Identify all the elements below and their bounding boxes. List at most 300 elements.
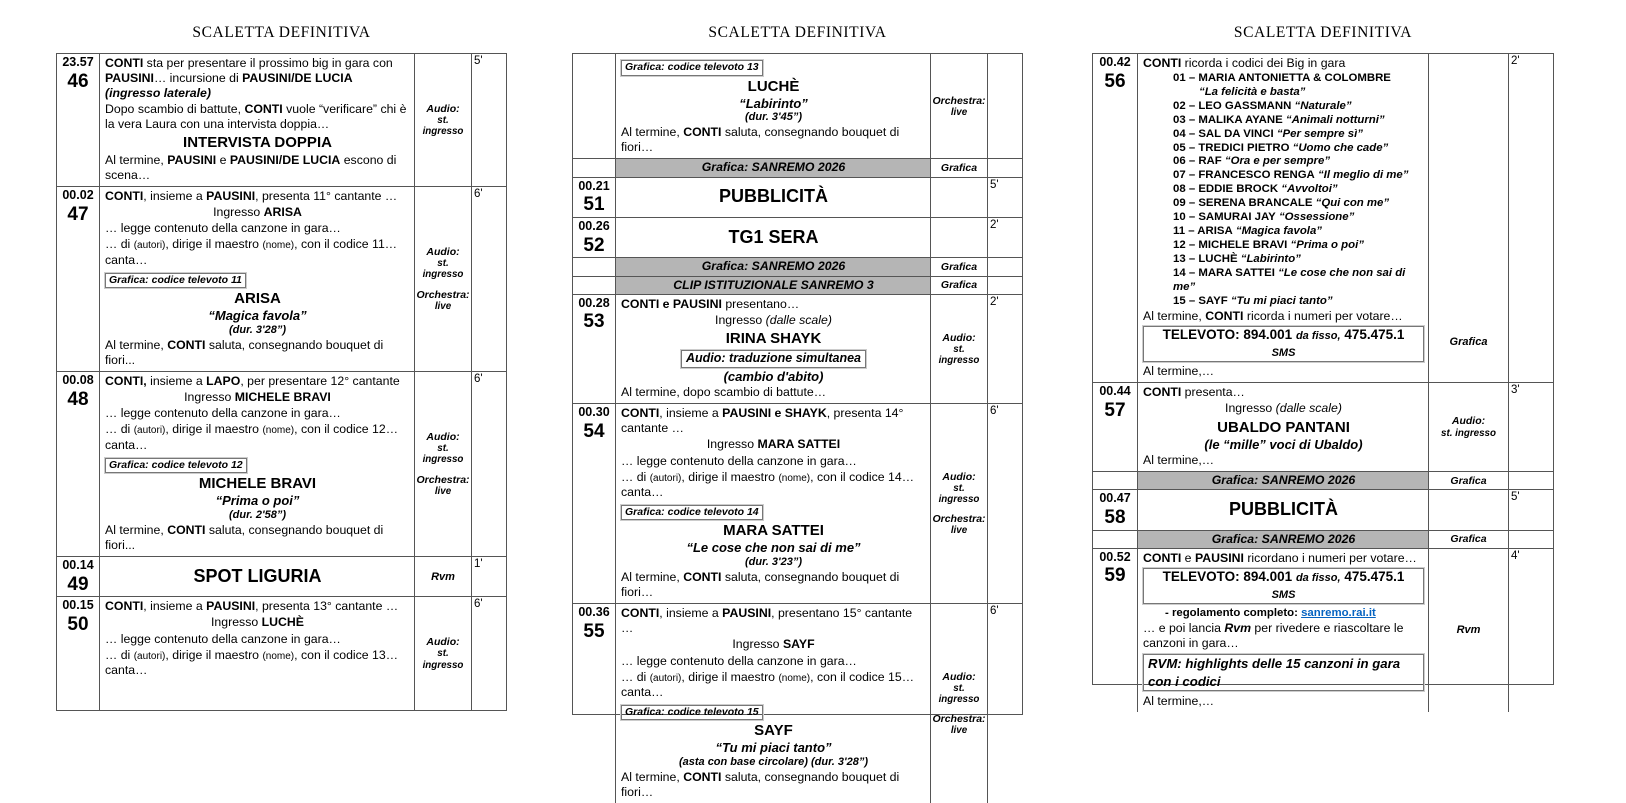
row-number: 58 xyxy=(1104,506,1126,528)
row-time: 00.02 xyxy=(62,188,94,202)
tech-note-value: live xyxy=(950,106,968,118)
row-time: 00.36 xyxy=(578,605,610,620)
grafica-box: Grafica: codice televoto 11 xyxy=(105,273,246,289)
song-duration-line: (dur. 2'58”) xyxy=(228,508,287,521)
banner-cell xyxy=(100,557,415,596)
time-cell xyxy=(573,258,616,275)
big-list-item: 05 – TREDICI PIETRO “Uomo che cade” xyxy=(1173,141,1389,154)
time-cell xyxy=(573,604,616,803)
time-cell xyxy=(1093,490,1138,529)
row-time: 00.14 xyxy=(62,557,94,572)
regolamento-line: - regolamento completo: sanremo.rai.it xyxy=(1165,606,1376,619)
duration-value: 4' xyxy=(1511,549,1520,562)
tech-cell xyxy=(1429,531,1509,548)
row-number: 56 xyxy=(1104,70,1126,92)
time-cell xyxy=(57,54,100,186)
tech-note xyxy=(416,103,470,138)
content-line: … di (autori), dirige il maestro (nome), con il codice 11… canta… xyxy=(105,237,398,267)
tech-note-value: st. ingresso xyxy=(422,648,464,671)
grafica-box: Grafica: codice televoto 12 xyxy=(105,458,247,474)
duration-cell xyxy=(1509,549,1553,712)
tech-cell xyxy=(415,187,472,371)
duration-value: 6' xyxy=(474,188,483,200)
grafica-band-row xyxy=(573,277,1022,295)
row-number: 57 xyxy=(1104,399,1126,421)
big-list-item: 13 – LUCHÈ “Labirinto” xyxy=(1173,252,1301,265)
grafica-band-row xyxy=(1093,531,1553,549)
tech-note-value: st. ingresso xyxy=(938,482,980,506)
song-duration-line: (dur. 3'23”) xyxy=(744,556,803,569)
duration-value: 6' xyxy=(990,605,999,618)
tech-note xyxy=(416,289,470,312)
row-number: 54 xyxy=(583,420,605,442)
content-line: Al termine, CONTI saluta, consegnando bouquet di fiori… xyxy=(621,570,900,600)
grafica-box-line xyxy=(1143,654,1424,690)
page-3 xyxy=(1092,24,1554,708)
scaletta-table xyxy=(56,53,507,711)
tech-note xyxy=(932,713,986,736)
tech-note-label: Audio: xyxy=(426,102,460,115)
grafica-band-row xyxy=(573,159,1022,177)
banner-cell xyxy=(616,218,931,257)
heading-line: UBALDO PANTANI xyxy=(1217,418,1350,436)
content-line: … di (autori), dirige il maestro (nome), con il codice 13… canta… xyxy=(105,647,399,677)
content-line-centered: Ingresso MICHELE BRAVI xyxy=(184,389,331,404)
duration-value: 2' xyxy=(990,218,999,231)
duration-cell xyxy=(988,218,1022,257)
grafica-band xyxy=(616,258,931,275)
time-cell xyxy=(57,597,100,710)
tech-note-value: live xyxy=(950,525,968,537)
row-47 xyxy=(57,187,506,372)
time-cell xyxy=(573,54,616,158)
row-59 xyxy=(1093,549,1553,712)
time-cell xyxy=(1093,531,1138,548)
duration-cell xyxy=(472,54,506,186)
televoto-box: TELEVOTO: 894.001 da fisso, 475.475.1 SMS xyxy=(1143,568,1424,604)
grafica-band-label: Grafica: SANREMO 2026 xyxy=(1211,473,1356,488)
row-time: 23.57 xyxy=(62,55,94,69)
content-line: … di (autori), dirige il maestro (nome), con il codice 12… canta… xyxy=(105,422,399,452)
row-49 xyxy=(57,557,506,597)
tech-cell xyxy=(1429,472,1509,489)
row-number: 50 xyxy=(67,613,89,635)
row-time: 00.44 xyxy=(1099,384,1131,399)
tech-note xyxy=(416,571,470,583)
row-time: 00.08 xyxy=(62,372,94,387)
row-cont xyxy=(573,54,1022,159)
content-line: … di (autori), dirige il maestro (nome), con il codice 14… canta… xyxy=(621,469,915,499)
content-cell xyxy=(100,372,415,556)
page-title: SCALETTA DEFINITIVA xyxy=(192,24,371,41)
tech-cell xyxy=(931,178,988,217)
tech-note-label: Audio: xyxy=(942,670,976,683)
tech-note-label: Audio: xyxy=(942,331,976,344)
tech-note xyxy=(416,246,470,281)
duration-cell xyxy=(472,557,506,596)
tech-grafica-label: Grafica xyxy=(940,260,978,273)
duration-cell xyxy=(472,187,506,371)
banner-label: SPOT LIGURIA xyxy=(193,565,322,586)
content-line: CONTI e PAUSINI ricordano i numeri per votare… xyxy=(1143,550,1417,565)
time-cell xyxy=(57,187,100,371)
content-cell xyxy=(1138,54,1429,382)
row-number: 52 xyxy=(583,234,605,256)
row-number: 46 xyxy=(67,70,89,92)
row-number: 55 xyxy=(583,620,605,642)
tech-cell xyxy=(931,277,988,294)
page-title: SCALETTA DEFINITIVA xyxy=(1233,24,1413,41)
row-number: 47 xyxy=(67,203,89,225)
row-number: 48 xyxy=(67,388,89,410)
content-line-centered: Ingresso LUCHÈ xyxy=(211,615,304,630)
tech-note xyxy=(932,95,986,118)
big-list-item: 01 – MARIA ANTONIETTA & COLOMBRE xyxy=(1173,72,1391,84)
content-line: Al termine,… xyxy=(1143,693,1215,708)
content-cell xyxy=(100,187,415,371)
content-line: Al termine, CONTI ricorda i numeri per votare… xyxy=(1143,309,1403,324)
tech-grafica-label: Grafica xyxy=(1450,533,1487,546)
duration-cell xyxy=(988,277,1022,294)
content-line: CONTI, insieme a PAUSINI e SHAYK, presenta 14° cantante … xyxy=(621,406,904,436)
content-line: … legge contenuto della canzone in gara… xyxy=(105,221,341,236)
row-time: 00.47 xyxy=(1099,491,1131,506)
duration-cell xyxy=(472,372,506,556)
grafica-band-row xyxy=(1093,472,1553,490)
banner-cell xyxy=(1138,490,1429,529)
song-title-line: “Magica favola” xyxy=(208,308,307,324)
content-line-centered: Ingresso ARISA xyxy=(213,205,302,219)
content-line: Al termine,… xyxy=(1143,453,1215,468)
grafica-box: Grafica: codice televoto 14 xyxy=(621,505,763,521)
content-line: CONTI ricorda i codici dei Big in gara xyxy=(1143,56,1346,70)
tech-note xyxy=(1430,336,1507,348)
grafica-box-line xyxy=(105,455,410,474)
duration-cell xyxy=(988,295,1022,404)
tech-cell xyxy=(1429,490,1509,529)
grafica-band-label: CLIP ISTITUZIONALE SANREMO 3 xyxy=(673,277,874,292)
duration-value: 2' xyxy=(1511,55,1520,67)
row-55 xyxy=(573,604,1022,803)
tech-grafica-label: Grafica xyxy=(940,161,978,174)
content-line: CONTI, insieme a PAUSINI, presentano 15° cantante … xyxy=(621,606,913,636)
grafica-box-line xyxy=(621,702,926,721)
grafica-box: Audio: traduzione simultanea xyxy=(681,350,866,368)
row-time: 00.21 xyxy=(578,178,610,193)
tech-note xyxy=(932,671,986,706)
song-title-line: “Tu mi piaci tanto” xyxy=(715,740,832,756)
tech-note-label: Audio: xyxy=(1451,415,1486,428)
banner-label: TG1 SERA xyxy=(728,226,819,247)
row-56 xyxy=(1093,54,1553,383)
big-list-item: 14 – MARA SATTEI “Le cose che non sai di me” xyxy=(1173,266,1406,293)
tech-note-value: st. ingresso xyxy=(1441,427,1496,439)
time-cell xyxy=(573,178,616,217)
grafica-box: Grafica: codice televoto 15 xyxy=(621,705,763,721)
content-cell xyxy=(616,54,931,158)
time-cell xyxy=(57,557,100,596)
time-cell xyxy=(1093,472,1138,489)
row-time: 00.52 xyxy=(1099,549,1131,564)
tech-note xyxy=(1430,415,1507,438)
content-line: Al termine, PAUSINI e PAUSINI/DE LUCIA escono di scena… xyxy=(105,153,397,182)
tech-note xyxy=(932,471,986,506)
content-line-centered: Ingresso (dalle scale) xyxy=(1225,401,1342,416)
time-cell xyxy=(573,277,616,294)
row-time: 00.15 xyxy=(62,598,94,613)
time-cell xyxy=(57,372,100,556)
grafica-band xyxy=(616,277,931,294)
tech-note-label: Orchestra: xyxy=(416,288,470,301)
televoto-box-line xyxy=(1143,568,1424,604)
tech-cell xyxy=(931,258,988,275)
content-line-centered: Ingresso MARA SATTEI xyxy=(706,437,841,452)
row-58 xyxy=(1093,490,1553,530)
content-line: Al termine,… xyxy=(1143,364,1215,379)
row-57 xyxy=(1093,383,1553,472)
content-line: CONTI, insieme a PAUSINI, presenta 11° cantante … xyxy=(105,189,398,203)
tech-note-label: Audio: xyxy=(426,430,460,443)
duration-value: 5' xyxy=(474,55,483,67)
tech-note xyxy=(932,513,986,536)
heading-line: INTERVISTA DOPPIA xyxy=(183,134,332,151)
tech-cell xyxy=(415,54,472,186)
tech-note-label: Orchestra: xyxy=(416,473,470,486)
grafica-band xyxy=(1138,531,1429,548)
content-line: … di (autori), dirige il maestro (nome), con il codice 15… canta… xyxy=(621,669,915,699)
big-list-item: 07 – FRANCESCO RENGA “Il meglio di me” xyxy=(1173,169,1409,182)
big-list-item-song: “La felicità e basta” xyxy=(1199,85,1306,98)
page-1 xyxy=(56,24,507,711)
content-line: Dopo scambio di battute, CONTI vuole “verificare” chi è la vera Laura con una intervista doppia… xyxy=(105,102,407,131)
tech-note-label: Orchestra: xyxy=(932,94,986,107)
duration-value: 3' xyxy=(1511,384,1520,397)
page-title: SCALETTA DEFINITIVA xyxy=(708,24,887,41)
big-list-item: 10 – SAMURAI JAY “Ossessione” xyxy=(1173,211,1355,224)
content-line: Al termine, CONTI saluta, consegnando bouquet di fiori… xyxy=(621,770,900,800)
content-cell xyxy=(100,597,415,710)
time-cell xyxy=(1093,54,1138,382)
song-title-line: “Prima o poi” xyxy=(215,493,300,509)
big-list-item: 08 – EDDIE BROCK “Avvoltoi” xyxy=(1173,183,1338,196)
big-list-item: 12 – MICHELE BRAVI “Prima o poi” xyxy=(1173,238,1364,251)
grafica-box: RVM: highlights delle 15 canzoni in gara con i codici xyxy=(1143,654,1424,690)
content-cell xyxy=(100,54,415,186)
tech-note xyxy=(416,431,470,466)
song-title-line: (cambio d'abito) xyxy=(723,368,824,384)
content-cell xyxy=(616,295,931,404)
content-line-centered: Ingresso (dalle scale) xyxy=(715,312,832,327)
row-number: 51 xyxy=(583,194,605,216)
duration-cell xyxy=(1509,490,1553,529)
heading-line: ARISA xyxy=(234,290,281,308)
content-line: CONTI, insieme a PAUSINI, presenta 13° cantante … xyxy=(105,599,399,614)
duration-cell xyxy=(1509,472,1553,489)
tech-note-value: st. ingresso xyxy=(422,258,464,281)
tech-note-value: st. ingresso xyxy=(422,443,464,466)
duration-cell xyxy=(988,54,1022,158)
tech-note-value: st. ingresso xyxy=(938,682,980,706)
row-50 xyxy=(57,597,506,710)
tech-note-label: Orchestra: xyxy=(932,713,986,726)
tech-note-label: Rvm xyxy=(431,570,455,583)
page-2 xyxy=(572,24,1023,800)
content-line: … legge contenuto della canzone in gara… xyxy=(105,406,341,421)
tech-note xyxy=(932,332,986,367)
tech-cell xyxy=(931,295,988,404)
duration-value: 6' xyxy=(474,598,483,611)
duration-value: 1' xyxy=(474,557,483,570)
tech-cell xyxy=(931,54,988,158)
content-cell xyxy=(616,604,931,803)
tech-note-value: live xyxy=(434,485,452,497)
tech-note xyxy=(416,474,470,497)
time-cell xyxy=(1093,549,1138,712)
row-52 xyxy=(573,218,1022,258)
grafica-band-label: Grafica: SANREMO 2026 xyxy=(1211,531,1356,546)
content-line: … e poi lancia Rvm per rivedere e riascoltare le canzoni in gara… xyxy=(1143,621,1404,651)
tech-note-value: live xyxy=(434,300,452,312)
grafica-band xyxy=(1138,472,1429,489)
grafica-box-line xyxy=(621,349,926,368)
content-line: Al termine, CONTI saluta, consegnando bouquet di fiori... xyxy=(105,522,384,552)
time-cell xyxy=(573,218,616,257)
tech-cell xyxy=(415,557,472,596)
tech-cell xyxy=(1429,549,1509,712)
tech-grafica-label: Grafica xyxy=(940,279,978,292)
row-time: 00.26 xyxy=(578,218,610,233)
content-cell xyxy=(1138,549,1429,712)
content-line-centered: Ingresso SAYF xyxy=(732,637,815,652)
tech-cell xyxy=(1429,54,1509,382)
scaletta-table xyxy=(572,53,1023,800)
duration-value: 6' xyxy=(474,372,483,385)
row-time: 00.30 xyxy=(578,405,610,420)
content-line: Al termine, dopo scambio di battute… xyxy=(621,385,827,400)
content-line: CONTI sta per presentare il prossimo big in gara con PAUSINI… incursione di PAUSINI/DE LUCIA (ingresso laterale) xyxy=(105,56,393,100)
time-cell xyxy=(573,295,616,404)
duration-cell xyxy=(1509,54,1553,382)
content-line: Al termine, CONTI saluta, consegnando bouquet di fiori... xyxy=(105,337,384,367)
row-number: 53 xyxy=(583,311,605,333)
tech-cell xyxy=(931,404,988,603)
song-duration-line: (dur. 3'28”) xyxy=(228,323,287,336)
row-48 xyxy=(57,372,506,557)
row-54 xyxy=(573,404,1022,604)
big-list-item: 06 – RAF “Ora e per sempre” xyxy=(1173,155,1331,168)
content-line: … legge contenuto della canzone in gara… xyxy=(621,653,857,668)
grafica-box-line xyxy=(621,502,926,521)
row-46 xyxy=(57,54,506,187)
tech-note-label: Audio: xyxy=(942,470,976,483)
tech-note-label: Audio: xyxy=(426,246,460,259)
tech-cell xyxy=(1429,383,1509,471)
tech-note-label: Grafica xyxy=(1449,336,1488,349)
row-time: 00.42 xyxy=(1099,55,1131,69)
heading-line: SAYF xyxy=(754,722,793,740)
tech-note-value: live xyxy=(950,725,968,737)
televoto-box: TELEVOTO: 894.001 da fisso, 475.475.1 SMS xyxy=(1143,326,1424,362)
tech-cell xyxy=(931,159,988,176)
tech-note-label: Audio: xyxy=(426,636,460,649)
heading-line: MARA SATTEI xyxy=(723,522,824,540)
banner-cell xyxy=(616,178,931,217)
tech-grafica-label: Grafica xyxy=(1450,474,1487,487)
big-list-item: 09 – SERENA BRANCALE “Qui con me” xyxy=(1173,197,1390,210)
grafica-band-label: Grafica: SANREMO 2026 xyxy=(701,160,846,175)
televoto-box-line xyxy=(1143,326,1424,362)
duration-cell xyxy=(988,258,1022,275)
tech-note-label: Rvm xyxy=(1456,624,1481,637)
content-cell xyxy=(1138,383,1429,471)
grafica-box-line xyxy=(105,270,410,289)
time-cell xyxy=(1093,383,1138,471)
tech-cell xyxy=(931,604,988,803)
grafica-box-line xyxy=(621,57,926,76)
tech-cell xyxy=(415,597,472,710)
duration-value: 5' xyxy=(990,178,999,191)
tech-note-value: st. ingresso xyxy=(422,114,464,138)
grafica-band-row xyxy=(573,258,1022,276)
big-list-item: 04 – SAL DA VINCI “Per sempre sì” xyxy=(1173,127,1363,140)
big-list-item: 02 – LEO GASSMANN “Naturale” xyxy=(1173,99,1352,112)
duration-cell xyxy=(988,604,1022,803)
tech-note xyxy=(1430,624,1507,636)
duration-value: 5' xyxy=(1511,491,1520,504)
banner-label: PUBBLICITÀ xyxy=(1229,499,1338,520)
grafica-box: Grafica: codice televoto 13 xyxy=(621,60,763,76)
duration-value: 2' xyxy=(990,295,999,308)
content-line: CONTI e PAUSINI presentano… xyxy=(621,296,800,311)
time-cell xyxy=(573,159,616,176)
heading-line: LUCHÈ xyxy=(747,77,800,95)
time-cell xyxy=(573,404,616,603)
tech-cell xyxy=(415,372,472,556)
content-line: CONTI, insieme a LAPO, per presentare 12° cantante xyxy=(105,373,400,388)
duration-cell xyxy=(988,159,1022,176)
content-line: … legge contenuto della canzone in gara… xyxy=(621,453,857,468)
duration-value: 6' xyxy=(990,405,999,418)
song-title-line: (le “mille” voci di Ubaldo) xyxy=(1204,436,1363,452)
duration-cell xyxy=(1509,531,1553,548)
song-duration-line: (asta con base circolare) (dur. 3'28”) xyxy=(678,756,869,769)
heading-line: MICHELE BRAVI xyxy=(198,475,317,493)
grafica-band-label: Grafica: SANREMO 2026 xyxy=(701,259,846,274)
duration-cell xyxy=(988,178,1022,217)
content-line: … legge contenuto della canzone in gara… xyxy=(105,631,341,646)
song-title-line: “Labirinto” xyxy=(739,95,808,111)
row-time: 00.28 xyxy=(578,295,610,310)
link-sanremo-rai-it[interactable]: sanremo.rai.it xyxy=(1301,606,1376,619)
song-title-line: “Le cose che non sai di me” xyxy=(686,540,861,556)
big-list-item: 03 – MALIKA AYANE “Animali notturni” xyxy=(1173,113,1385,126)
song-duration-line: (dur. 3'45”) xyxy=(744,111,803,124)
tech-note-label: Orchestra: xyxy=(932,513,986,526)
content-line: CONTI presenta… xyxy=(1143,385,1245,400)
row-53 xyxy=(573,295,1022,405)
row-number: 49 xyxy=(67,573,89,595)
scaletta-table xyxy=(1092,53,1554,708)
duration-cell xyxy=(472,597,506,710)
banner-label: PUBBLICITÀ xyxy=(719,186,828,207)
duration-cell xyxy=(988,404,1022,603)
tech-note xyxy=(416,636,470,671)
tech-cell xyxy=(931,218,988,257)
content-cell xyxy=(616,404,931,603)
tech-note-value: st. ingresso xyxy=(938,343,980,366)
big-list-item: 11 – ARISA “Magica favola” xyxy=(1173,224,1322,237)
row-51 xyxy=(573,178,1022,218)
